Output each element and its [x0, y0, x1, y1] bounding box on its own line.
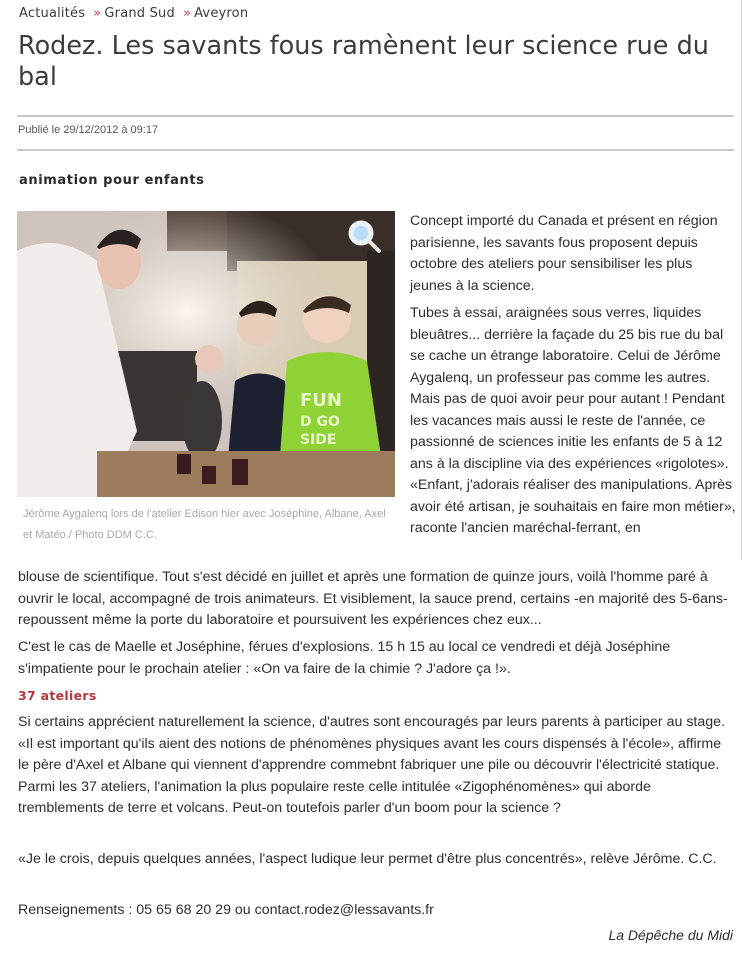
divider	[17, 149, 734, 151]
article-subtitle: animation pour enfants	[19, 173, 205, 188]
paragraph-ateliers: Si certains apprécient naturellement la science, d'autres sont encouragés par leurs parents à participer au stage. «Il est important qu'ils aient des notions de phénomènes physiques avant les cours dispensés à l'école», affirme le père d'Axel et Albane qui viennent d'apprendre commebnt fabriquer une pile ou découvrir l'électricité statique. Parmi les 37 ateliers, l'animation la plus populaire reste celle intitulée «Zigophénomènes» qui aborde tremblements de terre et volcans. Peut-on toutefois parler d'un boom pour la science ?	[18, 714, 725, 816]
svg-text:D GO: D GO	[300, 414, 340, 430]
svg-text:FUN: FUN	[300, 390, 342, 411]
breadcrumb-item-actualites[interactable]: Actualités	[19, 6, 86, 21]
article-source: La Dépêche du Midi	[608, 927, 733, 943]
article-body-full	[18, 900, 734, 922]
article-body-column	[410, 211, 736, 546]
magnifier-icon[interactable]	[347, 219, 383, 255]
article-body-full	[18, 849, 734, 871]
photo-caption: Jérôme Aygalenq lors de l'atelier Edison hier avec Joséphine, Albane, Axel et Matéo./ Photo DDM C.C.	[23, 508, 386, 541]
breadcrumb	[19, 6, 248, 21]
paragraph-laboratoire-continued: blouse de scientifique. Tout s'est décidé en juillet et après une formation de quinze jours, voilà l'homme paré à ouvrir le local, accompagné de trois animateurs. Et visiblement, la sauce prend, certains -en majorité des 5-6ans- repoussent même la porte du laboratoire et poursuivent les expériences chez eux...	[18, 569, 728, 628]
divider	[17, 115, 734, 117]
breadcrumb-separator: »	[182, 6, 192, 21]
paragraph-intro: Concept importé du Canada et présent en région parisienne, les savants fous proposent depuis octobre des ateliers pour sensibiliser les plus jeunes à la science.	[410, 213, 718, 294]
paragraph-maelle: C'est le cas de Maelle et Joséphine, férues d'explosions. 15 h 15 au local ce vendredi et déjà Joséphine s'impatiente pour le prochain atelier : «On va faire de la chimie ? J'adore ça !».	[18, 639, 671, 677]
article-body-full	[18, 712, 734, 820]
photo-image	[17, 211, 395, 497]
breadcrumb-item-grand-sud[interactable]: Grand Sud	[104, 6, 175, 21]
paragraph-laboratoire: Tubes à essai, araignées sous verres, liquides bleuâtres... derrière la façade du 25 bis rue du bal se cache un étrange laboratoire. Celui de Jérôme Aygalenq, un professeur pas comme les autres. Mais pas de quoi avoir peur pour autant ! Pendant les vacances mais aussi le reste de l'année, ce passionné de sciences initie les enfants de 5 à 12 ans à la discipline via des expériences «rigolotes». «Enfant, j'adorais réaliser des manipulations. Après avoir été artisan, je souhaitais en faire mon métier», raconte l'ancien maréchal-ferrant, en	[410, 305, 736, 536]
breadcrumb-separator: »	[93, 6, 102, 21]
svg-text:SIDE: SIDE	[300, 432, 337, 448]
article-body-full	[18, 567, 734, 632]
article-photo[interactable]	[17, 211, 395, 497]
paragraph-quote: «Je le crois, depuis quelques années, l'aspect ludique leur permet d'être plus concentrés», relève Jérôme. C.C.	[18, 851, 717, 867]
article-body-full	[18, 637, 734, 680]
paragraph-contact: Renseignements : 05 65 68 20 29 ou contact.rodez@lessavants.fr	[18, 902, 434, 918]
article-title: Rodez. Les savants fous ramènent leur science rue du bal	[18, 31, 709, 92]
publish-date: Publié le 29/12/2012 à 09:17	[18, 124, 159, 136]
breadcrumb-item-aveyron[interactable]: Aveyron	[194, 6, 249, 21]
intertitle: 37 ateliers	[18, 688, 97, 703]
